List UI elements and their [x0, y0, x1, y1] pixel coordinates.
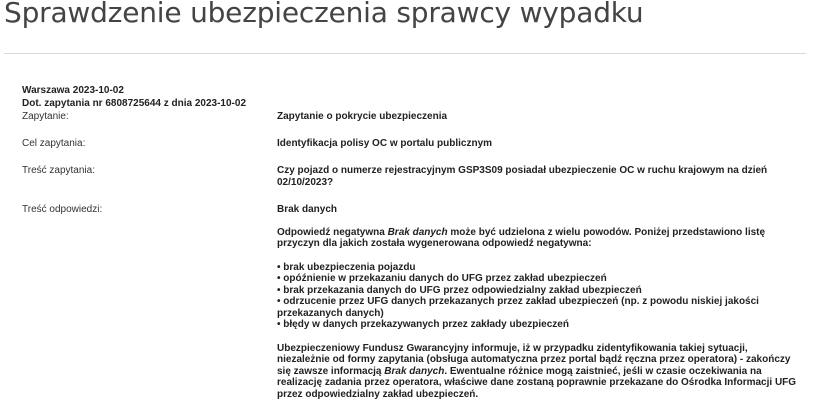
- content-value: Czy pojazd o numerze rejestracyjnym GSP3S09 posiadał ubezpieczenie OC w ruchu krajowym na dzień 02/10/2023?: [277, 165, 768, 188]
- list-item: • opóźnienie w przekazaniu danych do UFG przez zakład ubezpieczeń: [277, 273, 797, 285]
- answer-value: Brak danych: [277, 204, 338, 215]
- query-reference: Dot. zapytania nr 6808725644 z dnia 2023-10-02: [22, 97, 247, 109]
- content-label: Treść zapytania:: [22, 165, 95, 176]
- answer-intro: Odpowiedź negatywna Brak danych może być udzielona z wielu powodów. Poniżej przedstawiono listę przyczyn dla jakich została wygenerowana odpowiedź negatywna:: [277, 226, 766, 249]
- location-date: Warszawa 2023-10-02: [22, 85, 124, 96]
- purpose-value: Identyfikacja polisy OC w portalu publicznym: [277, 138, 493, 149]
- document-meta: [22, 85, 246, 110]
- answer-label: Treść odpowiedzi:: [22, 204, 103, 215]
- answer-block: [277, 204, 797, 400]
- list-item: • błędy w danych przekazywanych przez zakłady ubezpieczeń: [277, 319, 797, 331]
- list-item: • brak przekazania danych do UFG przez odpowiedzialny zakład ubezpieczeń: [277, 285, 797, 297]
- list-item: • odrzucenie przez UFG danych przekazanych przez zakład ubezpieczeń (np. z powodu niskiej jakości przekazanych danych): [277, 296, 797, 319]
- answer-footer: Ubezpieczeniowy Fundusz Gwarancyjny informuje, iż w przypadku zidentyfikowania takiej sytuacji, niezależnie od formy zapytania (obsługa automatyczna przez portal bądź ręczna przez operatora) - zakończy się zawsze informacją Brak danych. Ewentualne różnice mogą zaistnieć, jeśli w czasie oczekiwania na realizację zadania przez operatora, właściwe dane zostaną poprawnie przekazane do Ośrodka Informacji UFG przez odpowiedzialny zakład ubezpieczeń.: [277, 342, 797, 400]
- query-label: Zapytanie:: [22, 111, 69, 122]
- reasons-list: [277, 262, 797, 331]
- page-title: Sprawdzenie ubezpieczenia sprawcy wypadku: [4, 0, 644, 29]
- list-item: • brak ubezpieczenia pojazdu: [277, 262, 797, 274]
- query-value: Zapytanie o pokrycie ubezpieczenia: [277, 111, 448, 122]
- purpose-label: Cel zapytania:: [22, 138, 86, 149]
- title-divider: [4, 53, 806, 54]
